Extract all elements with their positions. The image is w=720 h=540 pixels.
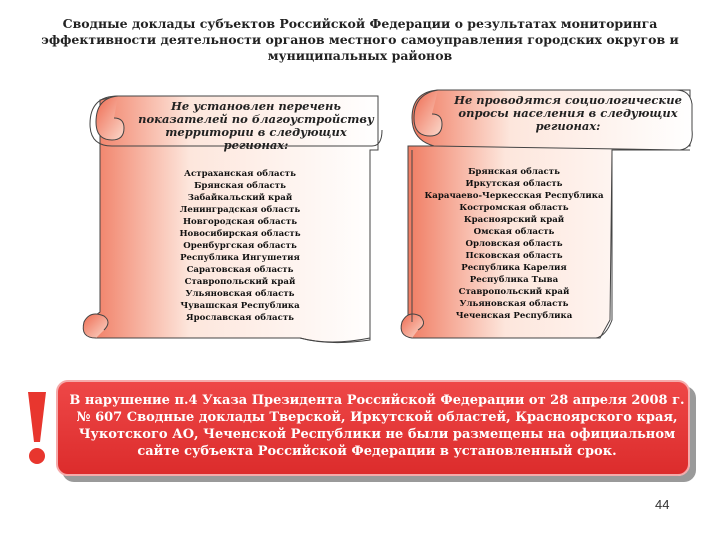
region-item: Омская область bbox=[473, 227, 555, 237]
right-scroll-heading: Не проводятся социологические опросы населения в следующих регионах: bbox=[454, 93, 682, 133]
left-region-list bbox=[110, 168, 370, 324]
region-item: Брянская область bbox=[194, 181, 286, 191]
region-item: Ульяновская область bbox=[185, 289, 295, 299]
region-item: Республика Ингушетия bbox=[180, 253, 300, 263]
exclamation-icon bbox=[22, 388, 52, 468]
region-item: Псковская область bbox=[465, 251, 563, 261]
region-item: Костромская область bbox=[459, 203, 569, 213]
region-item: Республика Тыва bbox=[469, 275, 559, 285]
region-item: Красноярский край bbox=[463, 215, 565, 225]
region-item: Чувашская Республика bbox=[180, 301, 300, 311]
region-item: Забайкальский край bbox=[187, 193, 293, 203]
region-item: Чеченская Республика bbox=[455, 311, 573, 321]
region-item: Оренбургская область bbox=[183, 241, 297, 251]
page-title: Сводные доклады субъектов Российской Федерации о результатах мониторинга эффективности деятельности органов местного самоуправления городских округов и муниципальных районов bbox=[41, 16, 679, 63]
region-item: Брянская область bbox=[468, 167, 560, 177]
region-item: Республика Карелия bbox=[461, 263, 567, 273]
region-item: Ярославская область bbox=[186, 313, 294, 323]
region-item: Орловская область bbox=[465, 239, 563, 249]
region-item: Карачаево-Черкесская Республика bbox=[424, 191, 604, 201]
page-number: 44 bbox=[655, 497, 670, 512]
region-item: Иркутская область bbox=[465, 179, 563, 189]
left-scroll-heading: Не установлен перечень показателей по благоустройству территории в следующих регионах: bbox=[138, 99, 374, 152]
region-item: Саратовская область bbox=[186, 265, 294, 275]
region-item: Ленинградская область bbox=[179, 205, 301, 215]
region-item: Ульяновская область bbox=[459, 299, 569, 309]
region-item: Ставропольский край bbox=[458, 287, 570, 297]
region-item: Ставропольский край bbox=[184, 277, 296, 287]
region-item: Астраханская область bbox=[184, 169, 296, 179]
region-item: Новгородская область bbox=[182, 217, 298, 227]
region-item: Новосибирская область bbox=[179, 229, 301, 239]
right-region-list bbox=[414, 166, 614, 322]
warning-text: В нарушение п.4 Указа Президента Российской Федерации от 28 апреля 2008 г. № 607 Сводные доклады Тверской, Иркутской областей, Красноярского края, Чукотского АО, Чеченской Республики не были размещены на официальном сайте субъекта Российской Федерации в установленный срок. bbox=[69, 393, 685, 459]
